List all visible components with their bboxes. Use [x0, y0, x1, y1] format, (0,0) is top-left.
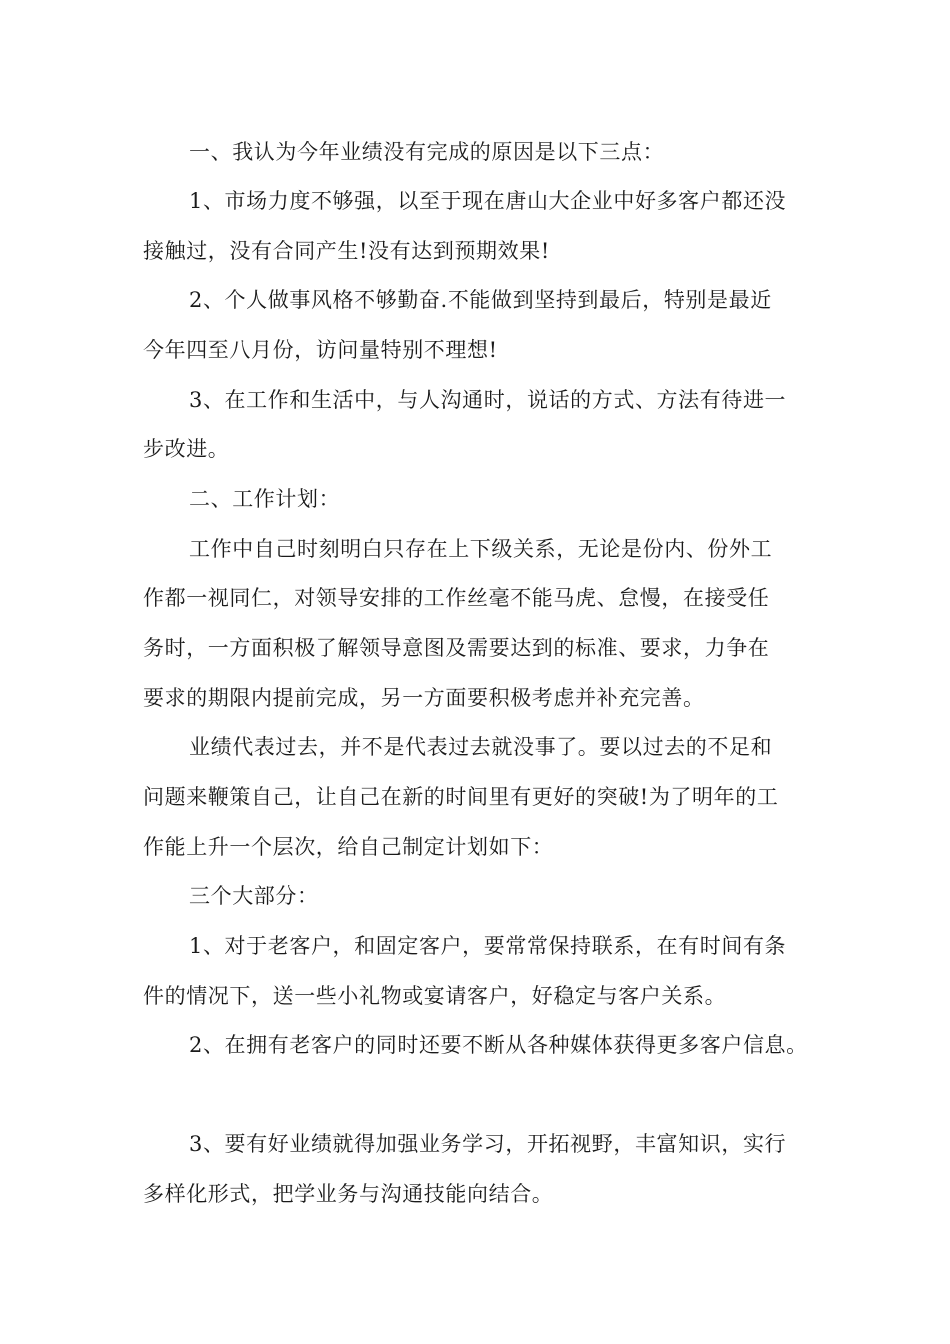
text-line-11: 务时，一方面积极了解领导意图及需要达到的标准、要求，力争在: [143, 636, 770, 660]
text-line-9: 工作中自己时刻明白只存在上下级关系，无论是份内、份外工: [189, 537, 773, 561]
text-line-20: 3、要有好业绩就得加强业务学习，开拓视野，丰富知识，实行: [189, 1132, 787, 1156]
text-line-8: 二、工作计划：: [189, 487, 341, 511]
text-line-16: 三个大部分：: [189, 884, 319, 908]
text-line-3: 接触过，没有合同产生!没有达到预期效果!: [143, 239, 550, 263]
text-line-13: 业绩代表过去，并不是代表过去就没事了。要以过去的不足和: [189, 735, 773, 759]
text-line-7: 步改进。: [143, 437, 230, 461]
text-line-12: 要求的期限内提前完成，另一方面要积极考虑并补充完善。: [143, 686, 705, 710]
text-line-18: 件的情况下，送一些小礼物或宴请客户，好稳定与客户关系。: [143, 984, 727, 1008]
text-line-4: 2、个人做事风格不够勤奋.不能做到坚持到最后，特别是最近: [189, 288, 772, 312]
text-line-14: 问题来鞭策自己，让自己在新的时间里有更好的突破!为了明年的工: [143, 785, 779, 809]
text-line-15: 作能上升一个层次，给自己制定计划如下：: [143, 835, 554, 859]
text-line-6: 3、在工作和生活中，与人沟通时，说话的方式、方法有待进一: [189, 388, 787, 412]
text-line-1: 一、我认为今年业绩没有完成的原因是以下三点：: [189, 140, 665, 164]
text-line-10: 作都一视同仁，对领导安排的工作丝毫不能马虎、怠慢，在接受任: [143, 586, 770, 610]
text-line-2: 1、市场力度不够强，以至于现在唐山大企业中好多客户都还没: [189, 189, 787, 213]
text-line-17: 1、对于老客户，和固定客户，要常常保持联系，在有时间有条: [189, 934, 787, 958]
text-line-19: 2、在拥有老客户的同时还要不断从各种媒体获得更多客户信息。: [189, 1033, 808, 1057]
text-line-5: 今年四至八月份，访问量特别不理想!: [143, 338, 498, 362]
text-line-21: 多样化形式，把学业务与沟通技能向结合。: [143, 1182, 554, 1206]
